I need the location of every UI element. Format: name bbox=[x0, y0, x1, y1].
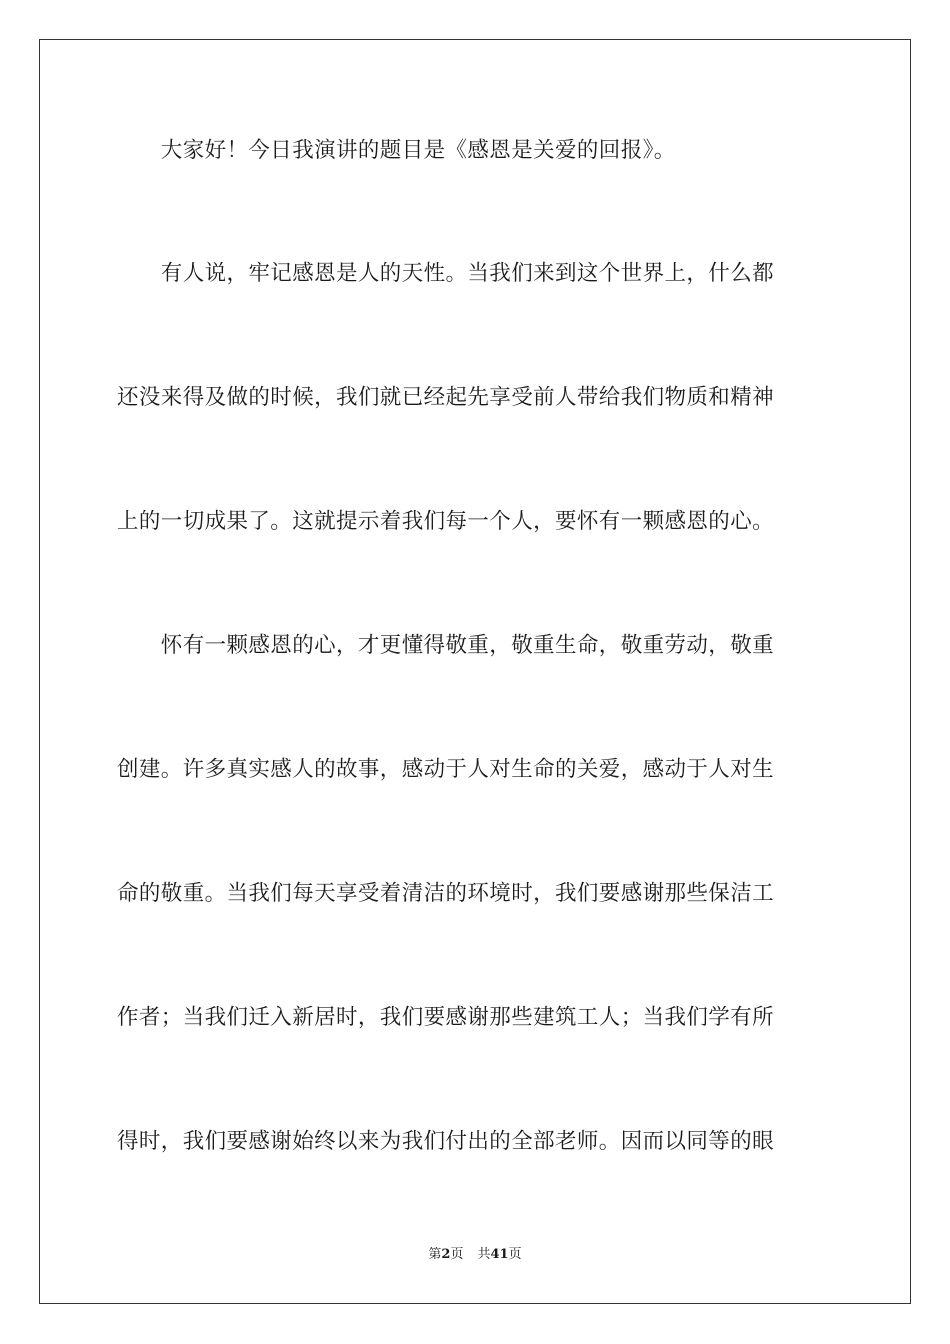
text-line-2: 有人说，牢记感恩是人的天性。当我们来到这个世界上，什么都 bbox=[117, 261, 775, 286]
footer-page-prefix: 第 bbox=[428, 1247, 442, 1262]
footer-total-suffix: 页 bbox=[508, 1247, 522, 1262]
text-line-1: 大家好！今日我演讲的题目是《感恩是关爱的回报》。 bbox=[117, 138, 676, 163]
text-line-8: 作者；当我们迁入新居时，我们要感谢那些建筑工人；当我们学有所 bbox=[117, 1005, 775, 1030]
text-line-3: 还没来得及做的时候，我们就已经起先享受前人带给我们物质和精神 bbox=[117, 385, 775, 410]
footer-page-suffix: 页 bbox=[450, 1247, 464, 1262]
text-line-5: 怀有一颗感恩的心，才更懂得敬重，敬重生命，敬重劳动，敬重 bbox=[117, 633, 775, 658]
text-line-6: 创建。许多真实感人的故事，感动于人对生命的关爱，感动于人对生 bbox=[117, 757, 775, 782]
page-footer bbox=[0, 1246, 950, 1264]
text-line-7: 命的敬重。当我们每天享受着清洁的环境时，我们要感谢那些保洁工 bbox=[117, 881, 775, 906]
footer-total-prefix: 共 bbox=[477, 1247, 491, 1262]
text-line-9: 得时，我们要感谢始终以来为我们付出的全部老师。因而以同等的眼 bbox=[117, 1129, 775, 1154]
page-border bbox=[39, 39, 911, 1304]
footer-total-pages: 41 bbox=[490, 1247, 509, 1262]
footer-page-number: 2 bbox=[441, 1247, 451, 1262]
text-line-4: 上的一切成果了。这就提示着我们每一个人，要怀有一颗感恩的心。 bbox=[117, 509, 775, 534]
